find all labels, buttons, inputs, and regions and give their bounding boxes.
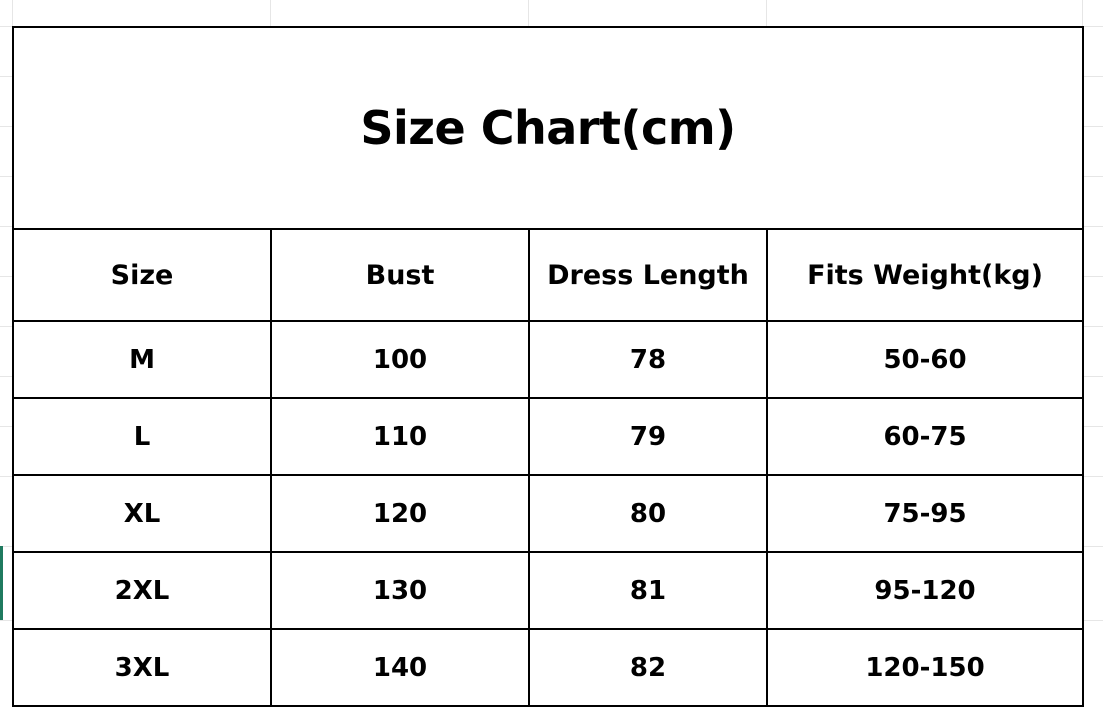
cell-fits-weight: 75-95 [767,475,1083,552]
cell-bust: 130 [271,552,529,629]
table-row [13,552,1083,629]
cell-bust: 140 [271,629,529,706]
column-header-size: Size [13,229,271,321]
cell-dress-length: 78 [529,321,767,398]
table-row [13,398,1083,475]
table-row [13,475,1083,552]
cell-size: M [13,321,271,398]
cell-dress-length: 81 [529,552,767,629]
cell-fits-weight: 50-60 [767,321,1083,398]
cell-fits-weight: 95-120 [767,552,1083,629]
cell-size: 2XL [13,552,271,629]
column-header-fits-weight: Fits Weight(kg) [767,229,1083,321]
cell-fits-weight: 60-75 [767,398,1083,475]
cell-size: L [13,398,271,475]
cell-selection-accent [0,546,3,620]
cell-size: XL [13,475,271,552]
cell-dress-length: 79 [529,398,767,475]
chart-title: Size Chart(cm) [13,27,1083,229]
table-row [13,629,1083,706]
cell-bust: 100 [271,321,529,398]
cell-dress-length: 80 [529,475,767,552]
column-header-bust: Bust [271,229,529,321]
cell-fits-weight: 120-150 [767,629,1083,706]
table-header-row [13,229,1083,321]
cell-bust: 120 [271,475,529,552]
table-title-row [13,27,1083,229]
cell-size: 3XL [13,629,271,706]
cell-bust: 110 [271,398,529,475]
cell-dress-length: 82 [529,629,767,706]
table-row [13,321,1083,398]
size-chart-table [12,26,1084,707]
column-header-dress-length: Dress Length [529,229,767,321]
